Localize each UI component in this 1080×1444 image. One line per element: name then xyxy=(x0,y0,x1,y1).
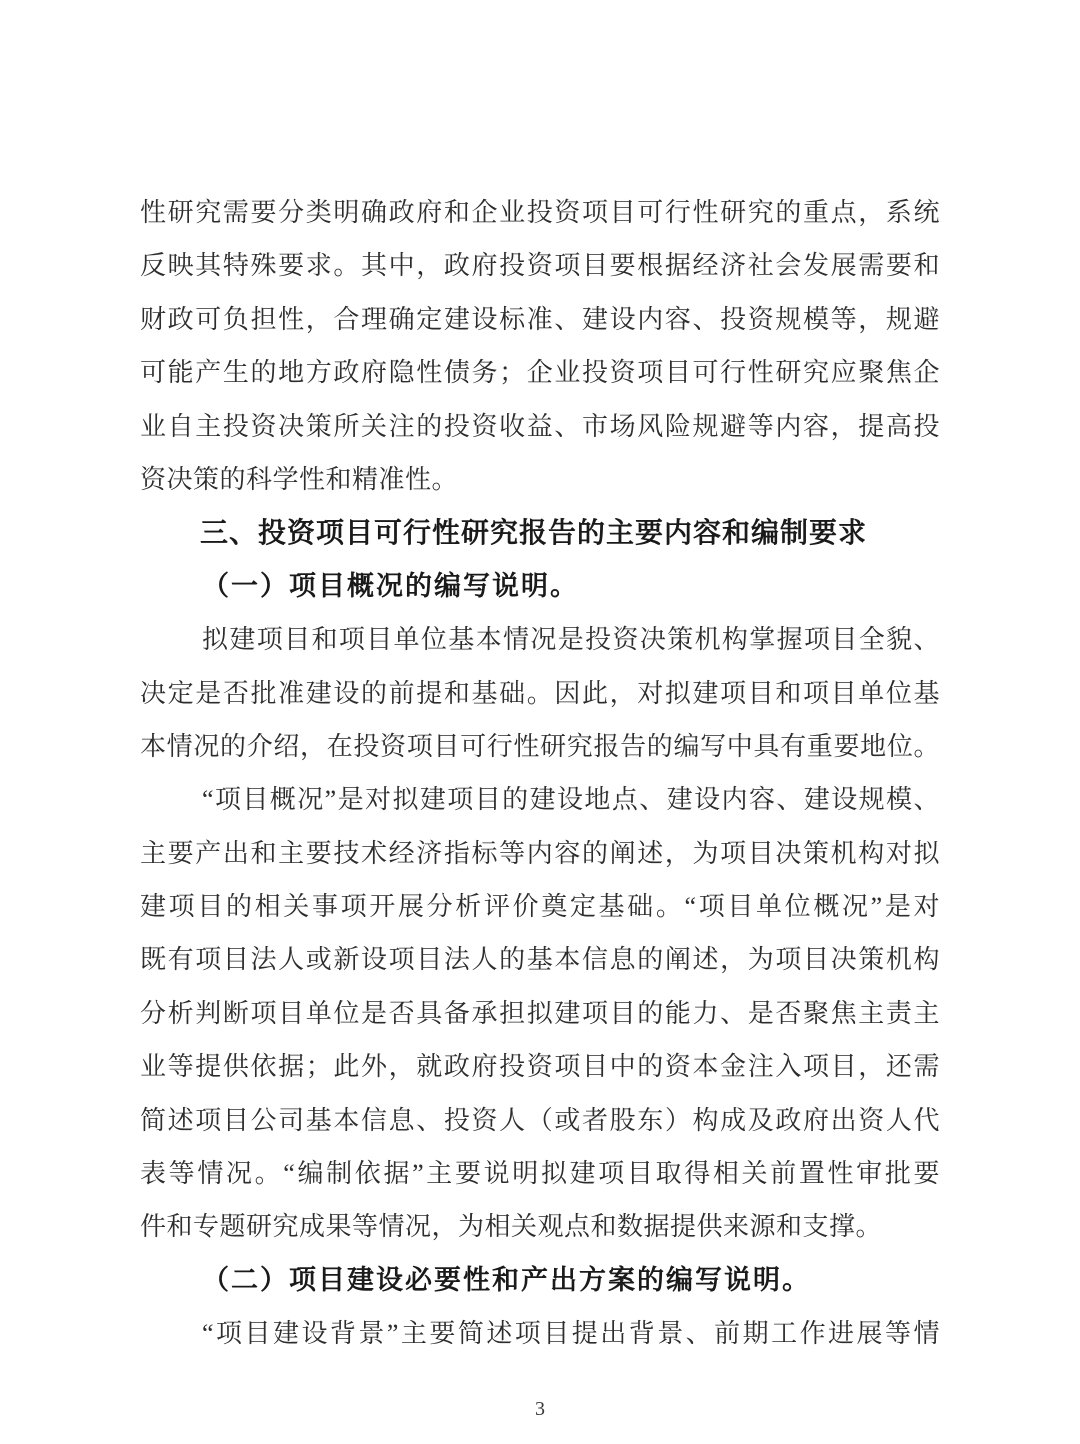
document-body xyxy=(140,186,940,1361)
text-line: 既有项目法人或新设项目法人的基本信息的阐述，为项目决策机构 xyxy=(140,945,940,975)
text-line: 件和专题研究成果等情况，为相关观点和数据提供来源和支撑。 xyxy=(140,1212,883,1242)
text-line: 分析判断项目单位是否具备承担拟建项目的能力、是否聚焦主责主 xyxy=(140,998,940,1028)
text-line: 可能产生的地方政府隐性债务；企业投资项目可行性研究应聚焦企 xyxy=(140,358,940,388)
text-line: “项目建设背景”主要简述项目提出背景、前期工作进展等情 xyxy=(202,1319,940,1349)
text-line: 业自主投资决策所关注的投资收益、市场风险规避等内容，提高投 xyxy=(140,411,940,441)
text-line: 表等情况。“编制依据”主要说明拟建项目取得相关前置性审批要 xyxy=(140,1159,940,1189)
page-number: 3 xyxy=(535,1398,545,1420)
text-line: 财政可负担性，合理确定建设标准、建设内容、投资规模等，规避 xyxy=(140,304,940,334)
text-line: 本情况的介绍，在投资项目可行性研究报告的编写中具有重要地位。 xyxy=(140,731,940,761)
heading-line: （一）项目概况的编写说明。 xyxy=(202,570,579,601)
text-line: 决定是否批准建设的前提和基础。因此，对拟建项目和项目单位基 xyxy=(140,678,940,708)
text-line: “项目概况”是对拟建项目的建设地点、建设内容、建设规模、 xyxy=(202,785,940,815)
text-line: 拟建项目和项目单位基本情况是投资决策机构掌握项目全貌、 xyxy=(202,625,940,655)
text-line: 性研究需要分类明确政府和企业投资项目可行性研究的重点，系统 xyxy=(140,198,940,227)
text-line: 简述项目公司基本信息、投资人（或者股东）构成及政府出资人代 xyxy=(140,1105,940,1135)
text-line: 主要产出和主要技术经济指标等内容的阐述，为项目决策机构对拟 xyxy=(140,838,940,868)
text-line: 建项目的相关事项开展分析评价奠定基础。“项目单位概况”是对 xyxy=(140,892,940,922)
text-line: 反映其特殊要求。其中，政府投资项目要根据经济社会发展需要和 xyxy=(140,251,940,281)
text-line: 业等提供依据；此外，就政府投资项目中的资本金注入项目，还需 xyxy=(140,1052,940,1082)
heading-line: 三、投资项目可行性研究报告的主要内容和编制要求 xyxy=(200,517,868,549)
heading-line: （二）项目建设必要性和产出方案的编写说明。 xyxy=(202,1264,811,1295)
text-line: 资决策的科学性和精准性。 xyxy=(140,464,459,494)
